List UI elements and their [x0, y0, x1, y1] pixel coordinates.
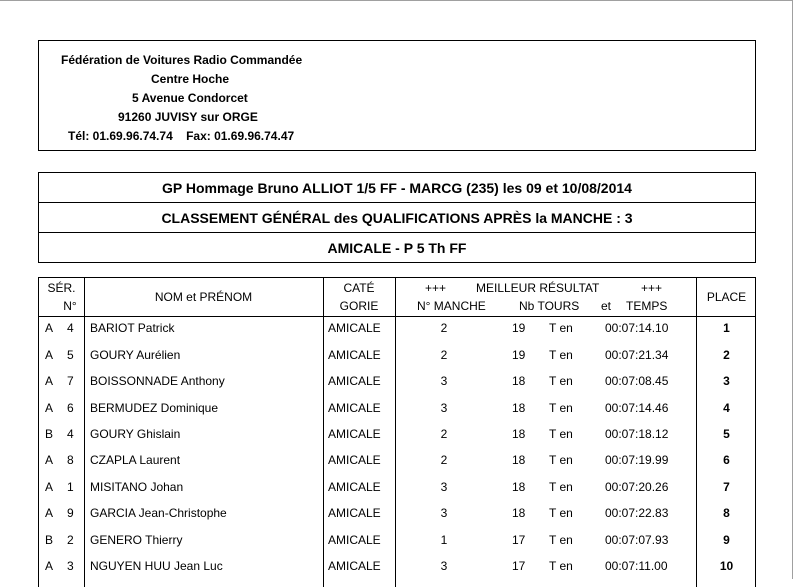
row-unit: T en: [549, 453, 573, 467]
row-category: AMICALE: [328, 480, 381, 494]
row-place: 3: [723, 374, 730, 388]
row-name: GARCIA Jean-Christophe: [90, 506, 227, 520]
header-cat-1: CATÉ: [343, 281, 375, 295]
event-title: GP Hommage Bruno ALLIOT 1/5 FF - MARCG (235) les 09 et 10/08/2014: [38, 172, 756, 203]
header-divider: [39, 316, 755, 317]
row-name: GOURY Aurélien: [90, 348, 181, 362]
org-center: Centre Hoche: [151, 72, 230, 86]
row-name: BARIOT Patrick: [90, 321, 175, 335]
row-manche: 2: [440, 453, 448, 467]
row-manche: 2: [440, 348, 448, 362]
row-tours: 18: [512, 506, 526, 520]
row-tours: 19: [512, 321, 526, 335]
row-num: 5: [67, 348, 74, 362]
table-row: [39, 401, 755, 421]
org-street: 5 Avenue Condorcet: [132, 91, 248, 105]
row-temps: 00:07:22.83: [605, 506, 669, 520]
row-category: AMICALE: [328, 453, 381, 467]
row-num: 9: [67, 506, 74, 520]
row-manche: 2: [440, 321, 448, 335]
row-tours: 19: [512, 348, 526, 362]
organization-header: [38, 40, 756, 151]
row-name: MISITANO Johan: [90, 480, 184, 494]
row-unit: T en: [549, 401, 573, 415]
row-unit: T en: [549, 533, 573, 547]
row-unit: T en: [549, 480, 573, 494]
row-manche: 3: [440, 506, 448, 520]
header-plus-right: +++: [641, 281, 663, 295]
org-city: 91260 JUVISY sur ORGE: [118, 110, 258, 124]
row-place: 10: [719, 559, 734, 573]
header-place: PLACE: [706, 290, 747, 304]
row-unit: T en: [549, 427, 573, 441]
row-category: AMICALE: [328, 321, 381, 335]
row-category: AMICALE: [328, 427, 381, 441]
row-serie: A: [45, 321, 54, 335]
row-place: 7: [723, 480, 730, 494]
row-tours: 18: [512, 453, 526, 467]
org-tel-fax: Tél: 01.69.96.74.74 Fax: 01.69.96.74.47: [68, 129, 295, 143]
row-name: GOURY Ghislain: [90, 427, 181, 441]
table-row: [39, 533, 755, 553]
row-temps: 00:07:14.46: [605, 401, 669, 415]
row-tours: 17: [512, 559, 526, 573]
row-tours: 18: [512, 427, 526, 441]
row-category: AMICALE: [328, 374, 381, 388]
row-serie: A: [45, 559, 54, 573]
header-num: N°: [63, 299, 77, 313]
row-place: 4: [723, 401, 730, 415]
row-num: 3: [67, 559, 74, 573]
table-row: [39, 480, 755, 500]
row-unit: T en: [549, 559, 573, 573]
row-num: 7: [67, 374, 74, 388]
header-cat-2: GORIE: [339, 299, 379, 313]
row-place: 5: [723, 427, 730, 441]
row-unit: T en: [549, 348, 573, 362]
row-unit: T en: [549, 506, 573, 520]
header-best-result: MEILLEUR RÉSULTAT: [476, 281, 600, 295]
row-num: 6: [67, 401, 74, 415]
row-temps: 00:07:20.26: [605, 480, 669, 494]
row-temps: 00:07:08.45: [605, 374, 669, 388]
row-category: AMICALE: [328, 559, 381, 573]
row-serie: A: [45, 374, 54, 388]
row-serie: A: [45, 453, 54, 467]
row-serie: B: [45, 427, 54, 441]
row-serie: A: [45, 348, 54, 362]
row-num: 4: [67, 427, 74, 441]
row-tours: 18: [512, 374, 526, 388]
table-row: [39, 321, 755, 341]
row-name: BERMUDEZ Dominique: [90, 401, 219, 415]
row-name: NGUYEN HUU Jean Luc: [90, 559, 223, 573]
row-temps: 00:07:18.12: [605, 427, 669, 441]
row-manche: 3: [440, 374, 448, 388]
row-temps: 00:07:19.99: [605, 453, 669, 467]
row-place: 9: [723, 533, 730, 547]
classement-title: CLASSEMENT GÉNÉRAL des QUALIFICATIONS APRÈS la MANCHE : 3: [38, 203, 756, 233]
row-serie: A: [45, 506, 54, 520]
results-table: [38, 277, 756, 587]
row-category: AMICALE: [328, 533, 381, 547]
row-place: 2: [723, 348, 730, 362]
header-tours: Nb TOURS: [519, 299, 580, 313]
row-manche: 3: [440, 401, 448, 415]
row-tours: 18: [512, 401, 526, 415]
table-row: [39, 559, 755, 579]
row-temps: 00:07:07.93: [605, 533, 669, 547]
header-manche: N° MANCHE: [417, 299, 486, 313]
row-place: 1: [723, 321, 730, 335]
row-place: 8: [723, 506, 730, 520]
row-category: AMICALE: [328, 401, 381, 415]
row-serie: A: [45, 480, 54, 494]
row-num: 1: [67, 480, 74, 494]
row-num: 8: [67, 453, 74, 467]
table-row: [39, 348, 755, 368]
table-row: [39, 453, 755, 473]
table-row: [39, 506, 755, 526]
window-frame-top: [0, 0, 793, 1]
row-name: BOISSONNADE Anthony: [90, 374, 225, 388]
org-name: Fédération de Voitures Radio Commandée: [61, 53, 303, 67]
row-serie: B: [45, 533, 54, 547]
row-unit: T en: [549, 321, 573, 335]
row-tours: 17: [512, 533, 526, 547]
header-temps: TEMPS: [626, 299, 668, 313]
row-name: CZAPLA Laurent: [90, 453, 181, 467]
row-category: AMICALE: [328, 348, 381, 362]
header-serie: SÉR.: [47, 281, 76, 295]
row-manche: 3: [440, 480, 448, 494]
row-place: 6: [723, 453, 730, 467]
row-manche: 3: [440, 559, 448, 573]
row-manche: 1: [440, 533, 448, 547]
table-row: [39, 374, 755, 394]
row-temps: 00:07:21.34: [605, 348, 669, 362]
header-name: NOM et PRÉNOM: [154, 290, 253, 304]
row-num: 4: [67, 321, 74, 335]
row-tours: 18: [512, 480, 526, 494]
category-title: AMICALE - P 5 Th FF: [38, 233, 756, 263]
row-num: 2: [67, 533, 74, 547]
header-plus-left: +++: [425, 281, 447, 295]
row-temps: 00:07:14.10: [605, 321, 669, 335]
table-row: [39, 427, 755, 447]
header-et: et: [601, 299, 612, 313]
row-name: GENERO Thierry: [90, 533, 183, 547]
row-category: AMICALE: [328, 506, 381, 520]
row-temps: 00:07:11.00: [605, 559, 668, 573]
row-serie: A: [45, 401, 54, 415]
row-unit: T en: [549, 374, 573, 388]
row-manche: 2: [440, 427, 448, 441]
